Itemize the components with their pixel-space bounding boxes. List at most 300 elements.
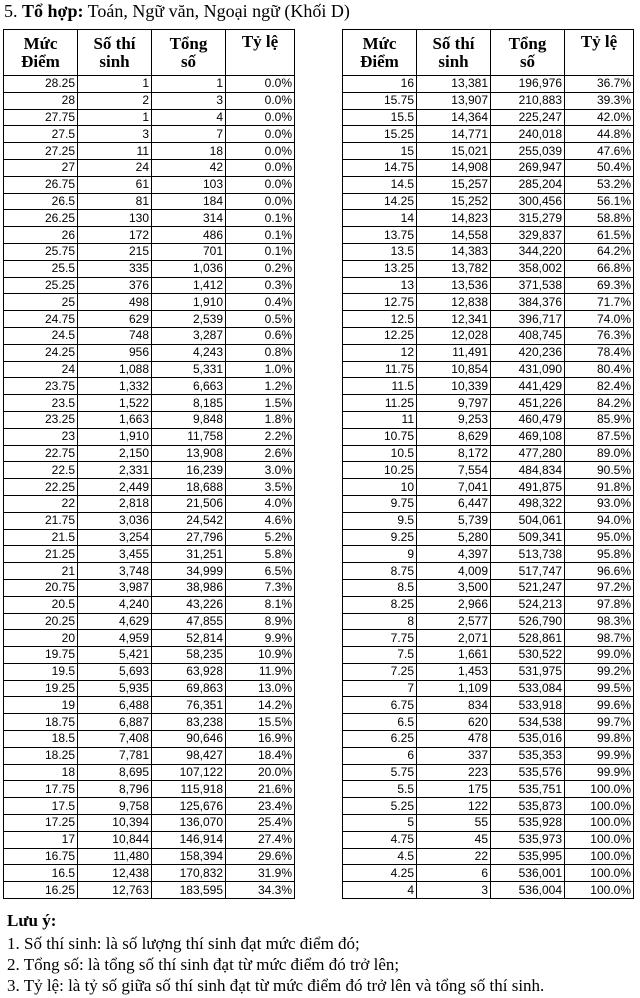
cell-tong-so: 314 [152,210,226,227]
cell-tong-so: 469,108 [491,428,565,445]
cell-muc-diem: 22.75 [4,445,78,462]
cell-so-thi-sinh: 11,491 [417,344,491,361]
cell-tong-so: 3 [152,92,226,109]
cell-muc-diem: 17 [4,831,78,848]
table-row [4,546,295,563]
cell-tong-so: 7 [152,126,226,143]
cell-so-thi-sinh: 10,394 [78,815,152,832]
cell-so-thi-sinh: 13,381 [417,76,491,93]
cell-ty-le: 8.1% [226,596,295,613]
cell-ty-le: 20.0% [226,764,295,781]
table-row [343,109,634,126]
cell-muc-diem: 16.75 [4,848,78,865]
table-row [343,848,634,865]
cell-ty-le: 95.0% [565,529,634,546]
table-row [343,714,634,731]
header-ty-le: Tỷ lệ [565,30,634,76]
table-row [4,479,295,496]
cell-ty-le: 15.5% [226,714,295,731]
cell-muc-diem: 20 [4,630,78,647]
cell-ty-le: 0.0% [226,159,295,176]
table-row [343,831,634,848]
cell-ty-le: 89.0% [565,445,634,462]
cell-muc-diem: 21 [4,563,78,580]
cell-ty-le: 18.4% [226,747,295,764]
score-table-left [3,29,295,899]
cell-tong-so: 535,576 [491,764,565,781]
table-row [4,378,295,395]
cell-tong-so: 52,814 [152,630,226,647]
header-muc-diem: Mức Điểm [343,30,417,76]
cell-so-thi-sinh: 3 [417,882,491,899]
cell-tong-so: 18 [152,143,226,160]
cell-so-thi-sinh: 223 [417,764,491,781]
cell-ty-le: 99.5% [565,680,634,697]
cell-muc-diem: 24.25 [4,344,78,361]
cell-muc-diem: 16.25 [4,882,78,899]
table-row [4,176,295,193]
cell-tong-so: 146,914 [152,831,226,848]
table-row [343,865,634,882]
cell-so-thi-sinh: 6 [417,865,491,882]
cell-ty-le: 0.0% [226,143,295,160]
cell-tong-so: 34,999 [152,563,226,580]
cell-ty-le: 21.6% [226,781,295,798]
cell-ty-le: 99.7% [565,714,634,731]
cell-so-thi-sinh: 12,028 [417,327,491,344]
table-row [4,411,295,428]
title-rest: Toán, Ngữ văn, Ngoại ngữ (Khối D) [83,1,350,21]
cell-so-thi-sinh: 2,966 [417,596,491,613]
cell-ty-le: 4.6% [226,512,295,529]
cell-tong-so: 536,001 [491,865,565,882]
cell-muc-diem: 15.75 [343,92,417,109]
cell-ty-le: 99.8% [565,731,634,748]
cell-muc-diem: 16.5 [4,865,78,882]
cell-tong-so: 344,220 [491,243,565,260]
cell-muc-diem: 18.5 [4,731,78,748]
cell-muc-diem: 6.5 [343,714,417,731]
cell-so-thi-sinh: 10,854 [417,361,491,378]
cell-tong-so: 441,429 [491,378,565,395]
cell-muc-diem: 14.25 [343,193,417,210]
cell-muc-diem: 20.5 [4,596,78,613]
cell-muc-diem: 12 [343,344,417,361]
cell-ty-le: 39.3% [565,92,634,109]
cell-ty-le: 100.0% [565,882,634,899]
header-muc-diem: Mức Điểm [4,30,78,76]
cell-muc-diem: 9 [343,546,417,563]
cell-ty-le: 10.9% [226,647,295,664]
cell-muc-diem: 11.25 [343,395,417,412]
cell-ty-le: 1.2% [226,378,295,395]
cell-so-thi-sinh: 1,453 [417,663,491,680]
cell-ty-le: 0.0% [226,193,295,210]
table-row [4,815,295,832]
cell-tong-so: 285,204 [491,176,565,193]
cell-muc-diem: 24.5 [4,327,78,344]
cell-ty-le: 80.4% [565,361,634,378]
table-row [4,529,295,546]
cell-tong-so: 125,676 [152,798,226,815]
table-row [343,428,634,445]
cell-so-thi-sinh: 6,887 [78,714,152,731]
table-row [343,227,634,244]
cell-so-thi-sinh: 2,071 [417,630,491,647]
cell-tong-so: 43,226 [152,596,226,613]
table-row [343,882,634,899]
cell-tong-so: 31,251 [152,546,226,563]
cell-so-thi-sinh: 7,408 [78,731,152,748]
cell-so-thi-sinh: 1,522 [78,395,152,412]
cell-muc-diem: 17.25 [4,815,78,832]
table-row [4,495,295,512]
table-row [343,798,634,815]
table-row [343,210,634,227]
table-row [4,361,295,378]
cell-tong-so: 184 [152,193,226,210]
table-row [4,277,295,294]
cell-so-thi-sinh: 14,771 [417,126,491,143]
cell-muc-diem: 18.25 [4,747,78,764]
cell-muc-diem: 5 [343,815,417,832]
cell-ty-le: 84.2% [565,395,634,412]
cell-tong-so: 21,506 [152,495,226,512]
cell-ty-le: 25.4% [226,815,295,832]
cell-muc-diem: 15 [343,143,417,160]
cell-muc-diem: 12.25 [343,327,417,344]
cell-tong-so: 509,341 [491,529,565,546]
cell-muc-diem: 12.5 [343,311,417,328]
cell-ty-le: 69.3% [565,277,634,294]
cell-ty-le: 5.2% [226,529,295,546]
cell-tong-so: 535,016 [491,731,565,748]
cell-ty-le: 0.4% [226,294,295,311]
cell-tong-so: 11,758 [152,428,226,445]
table-row [4,714,295,731]
cell-muc-diem: 28 [4,92,78,109]
cell-so-thi-sinh: 629 [78,311,152,328]
cell-muc-diem: 17.5 [4,798,78,815]
table-row [343,260,634,277]
cell-tong-so: 42 [152,159,226,176]
cell-tong-so: 420,236 [491,344,565,361]
cell-tong-so: 2,539 [152,311,226,328]
table-row [343,92,634,109]
cell-ty-le: 53.2% [565,176,634,193]
cell-so-thi-sinh: 4,240 [78,596,152,613]
cell-ty-le: 100.0% [565,815,634,832]
table-row [4,243,295,260]
cell-tong-so: 513,738 [491,546,565,563]
table-row [343,176,634,193]
cell-tong-so: 358,002 [491,260,565,277]
cell-tong-so: 158,394 [152,848,226,865]
cell-muc-diem: 26.75 [4,176,78,193]
cell-muc-diem: 5.75 [343,764,417,781]
cell-muc-diem: 7.25 [343,663,417,680]
cell-tong-so: 498,322 [491,495,565,512]
cell-so-thi-sinh: 5,280 [417,529,491,546]
cell-so-thi-sinh: 8,796 [78,781,152,798]
table-row [343,411,634,428]
cell-ty-le: 99.6% [565,697,634,714]
cell-ty-le: 36.7% [565,76,634,93]
cell-tong-so: 524,213 [491,596,565,613]
table-row [4,92,295,109]
cell-muc-diem: 23.5 [4,395,78,412]
cell-tong-so: 460,479 [491,411,565,428]
cell-so-thi-sinh: 12,763 [78,882,152,899]
cell-muc-diem: 5.25 [343,798,417,815]
cell-so-thi-sinh: 13,536 [417,277,491,294]
cell-ty-le: 78.4% [565,344,634,361]
cell-tong-so: 486 [152,227,226,244]
cell-so-thi-sinh: 45 [417,831,491,848]
cell-so-thi-sinh: 14,823 [417,210,491,227]
cell-tong-so: 255,039 [491,143,565,160]
cell-so-thi-sinh: 22 [417,848,491,865]
cell-so-thi-sinh: 376 [78,277,152,294]
cell-muc-diem: 19 [4,697,78,714]
table-row [343,512,634,529]
cell-tong-so: 18,688 [152,479,226,496]
cell-so-thi-sinh: 1,663 [78,411,152,428]
table-row [343,697,634,714]
header-tong-so: Tổng số [152,30,226,76]
cell-ty-le: 0.1% [226,210,295,227]
cell-so-thi-sinh: 1,332 [78,378,152,395]
cell-tong-so: 1,910 [152,294,226,311]
cell-so-thi-sinh: 215 [78,243,152,260]
cell-muc-diem: 7.5 [343,647,417,664]
cell-so-thi-sinh: 9,797 [417,395,491,412]
cell-tong-so: 210,883 [491,92,565,109]
cell-tong-so: 38,986 [152,579,226,596]
cell-tong-so: 528,861 [491,630,565,647]
table-row [4,865,295,882]
cell-so-thi-sinh: 956 [78,344,152,361]
cell-muc-diem: 4.75 [343,831,417,848]
cell-so-thi-sinh: 10,339 [417,378,491,395]
table-row [4,512,295,529]
cell-muc-diem: 27.5 [4,126,78,143]
notes-section [7,910,544,996]
cell-so-thi-sinh: 2,818 [78,495,152,512]
cell-ty-le: 96.6% [565,563,634,580]
cell-tong-so: 504,061 [491,512,565,529]
table-row [4,663,295,680]
cell-tong-so: 27,796 [152,529,226,546]
cell-ty-le: 0.1% [226,243,295,260]
header-so-thi-sinh: Số thí sinh [417,30,491,76]
cell-so-thi-sinh: 4,397 [417,546,491,563]
table-row [343,731,634,748]
cell-tong-so: 69,863 [152,680,226,697]
cell-so-thi-sinh: 3,500 [417,579,491,596]
cell-muc-diem: 8.25 [343,596,417,613]
cell-so-thi-sinh: 1,910 [78,428,152,445]
cell-muc-diem: 6 [343,747,417,764]
table-header-row [4,30,295,76]
cell-muc-diem: 14 [343,210,417,227]
cell-tong-so: 535,928 [491,815,565,832]
cell-muc-diem: 4.25 [343,865,417,882]
cell-so-thi-sinh: 8,629 [417,428,491,445]
cell-so-thi-sinh: 3,036 [78,512,152,529]
table-row [343,462,634,479]
cell-muc-diem: 16 [343,76,417,93]
cell-so-thi-sinh: 8,695 [78,764,152,781]
cell-ty-le: 95.8% [565,546,634,563]
cell-so-thi-sinh: 5,693 [78,663,152,680]
cell-ty-le: 50.4% [565,159,634,176]
cell-ty-le: 91.8% [565,479,634,496]
cell-ty-le: 87.5% [565,428,634,445]
cell-so-thi-sinh: 478 [417,731,491,748]
cell-so-thi-sinh: 12,838 [417,294,491,311]
cell-muc-diem: 26.5 [4,193,78,210]
cell-tong-so: 535,873 [491,798,565,815]
cell-muc-diem: 9.25 [343,529,417,546]
cell-tong-so: 408,745 [491,327,565,344]
title-bold: Tổ hợp: [22,1,84,21]
cell-so-thi-sinh: 15,257 [417,176,491,193]
table-row [4,731,295,748]
table-row [343,76,634,93]
cell-tong-so: 396,717 [491,311,565,328]
cell-muc-diem: 26 [4,227,78,244]
cell-so-thi-sinh: 6,447 [417,495,491,512]
cell-ty-le: 0.3% [226,277,295,294]
cell-muc-diem: 17.75 [4,781,78,798]
cell-so-thi-sinh: 2,577 [417,613,491,630]
header-tong-so: Tổng số [491,30,565,76]
table-row [343,395,634,412]
cell-tong-so: 517,747 [491,563,565,580]
cell-tong-so: 431,090 [491,361,565,378]
cell-tong-so: 90,646 [152,731,226,748]
cell-ty-le: 0.6% [226,327,295,344]
cell-so-thi-sinh: 1,661 [417,647,491,664]
cell-muc-diem: 18 [4,764,78,781]
cell-tong-so: 183,595 [152,882,226,899]
table-row [343,294,634,311]
table-row [343,361,634,378]
cell-ty-le: 99.0% [565,647,634,664]
cell-muc-diem: 4 [343,882,417,899]
cell-ty-le: 99.9% [565,764,634,781]
table-row [4,109,295,126]
table-row [343,479,634,496]
cell-tong-so: 107,122 [152,764,226,781]
cell-so-thi-sinh: 620 [417,714,491,731]
cell-so-thi-sinh: 1,088 [78,361,152,378]
cell-tong-so: 63,928 [152,663,226,680]
cell-tong-so: 3,287 [152,327,226,344]
cell-so-thi-sinh: 2,150 [78,445,152,462]
cell-so-thi-sinh: 3,748 [78,563,152,580]
note-line: 1. Số thí sinh: là số lượng thí sinh đạt mức điểm đó; [7,934,360,953]
cell-muc-diem: 13 [343,277,417,294]
cell-tong-so: 136,070 [152,815,226,832]
cell-muc-diem: 8 [343,613,417,630]
cell-muc-diem: 21.25 [4,546,78,563]
table-row [4,445,295,462]
cell-ty-le: 14.2% [226,697,295,714]
cell-muc-diem: 6.75 [343,697,417,714]
cell-ty-le: 11.9% [226,663,295,680]
cell-tong-so: 533,084 [491,680,565,697]
table-row [4,781,295,798]
cell-ty-le: 44.8% [565,126,634,143]
cell-so-thi-sinh: 7,554 [417,462,491,479]
cell-tong-so: 8,185 [152,395,226,412]
cell-so-thi-sinh: 130 [78,210,152,227]
table-row [343,647,634,664]
table-row [4,563,295,580]
cell-so-thi-sinh: 834 [417,697,491,714]
cell-muc-diem: 19.75 [4,647,78,664]
cell-ty-le: 0.8% [226,344,295,361]
cell-tong-so: 4 [152,109,226,126]
cell-tong-so: 701 [152,243,226,260]
cell-so-thi-sinh: 10,844 [78,831,152,848]
cell-ty-le: 1.5% [226,395,295,412]
table-row [4,159,295,176]
cell-tong-so: 300,456 [491,193,565,210]
table-row [4,210,295,227]
cell-muc-diem: 10 [343,479,417,496]
cell-muc-diem: 8.5 [343,579,417,596]
table-row [4,311,295,328]
table-row [343,378,634,395]
cell-ty-le: 93.0% [565,495,634,512]
table-row [343,764,634,781]
cell-muc-diem: 8.75 [343,563,417,580]
cell-ty-le: 58.8% [565,210,634,227]
table-row [4,344,295,361]
table-row [343,747,634,764]
cell-so-thi-sinh: 13,907 [417,92,491,109]
cell-tong-so: 477,280 [491,445,565,462]
cell-tong-so: 535,973 [491,831,565,848]
cell-tong-so: 1 [152,76,226,93]
title-prefix: 5. [4,1,22,21]
cell-ty-le: 7.3% [226,579,295,596]
cell-muc-diem: 23.75 [4,378,78,395]
cell-so-thi-sinh: 11 [78,143,152,160]
cell-muc-diem: 9.75 [343,495,417,512]
cell-tong-so: 115,918 [152,781,226,798]
table-row [4,697,295,714]
table-row [343,143,634,160]
table-row [343,344,634,361]
cell-tong-so: 536,004 [491,882,565,899]
table-row [343,126,634,143]
table-row [343,630,634,647]
table-row [343,613,634,630]
cell-muc-diem: 20.75 [4,579,78,596]
cell-tong-so: 533,918 [491,697,565,714]
cell-ty-le: 74.0% [565,311,634,328]
cell-so-thi-sinh: 12,341 [417,311,491,328]
table-row [343,563,634,580]
cell-ty-le: 66.8% [565,260,634,277]
cell-tong-so: 535,995 [491,848,565,865]
cell-tong-so: 526,790 [491,613,565,630]
cell-muc-diem: 26.25 [4,210,78,227]
